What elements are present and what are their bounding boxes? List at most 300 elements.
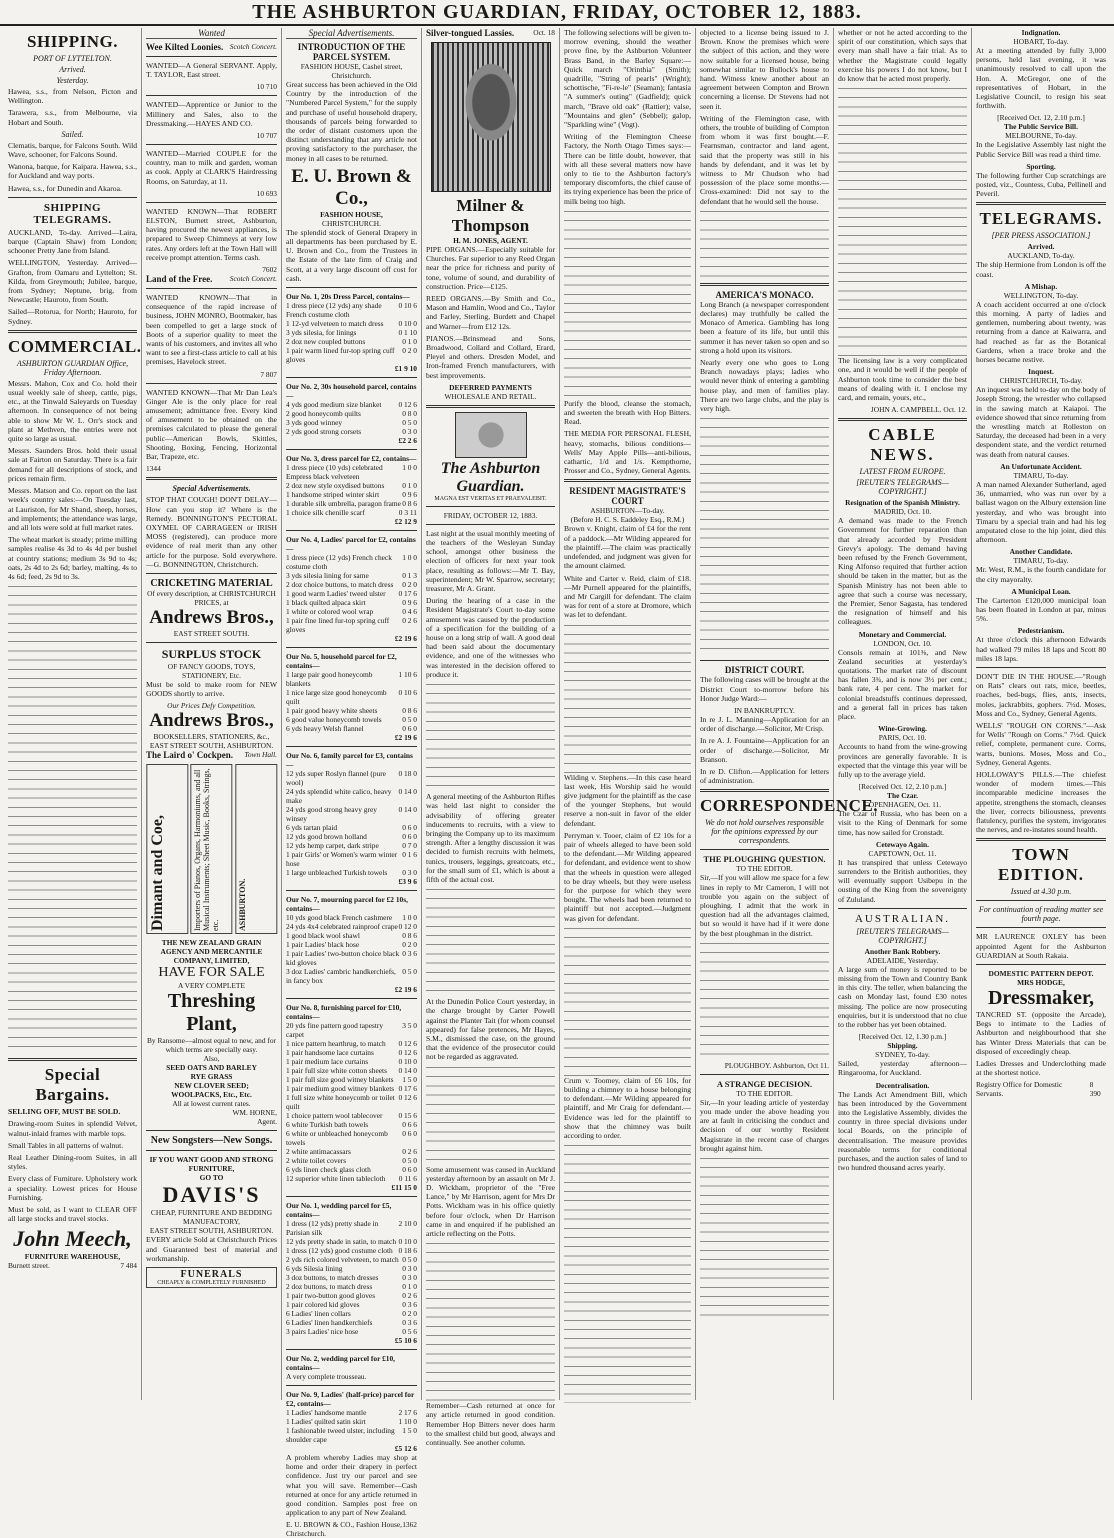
- parcel-item-desc: 1 good warm Ladies' tweed ulster: [286, 589, 386, 599]
- pattern-depot: DOMESTIC PATTERN DEPOT.: [988, 969, 1094, 978]
- received-note: [Received Oct. 12, 1.30 p.m.]: [858, 1032, 947, 1042]
- parcel-item: [286, 571, 417, 580]
- ad-ref: 7 484: [120, 1261, 137, 1271]
- patent-medicine-ad: DON'T DIE IN THE HOUSE.—"Rough on Rats" clears out rats, mice, beetles, roaches, bed-bugs, flies, ants, insects, moles, jackrabbits, gophers. 7½d. Moses, Moss and Co., Sydney, General Agents.: [976, 671, 1106, 718]
- parcel-item-desc: 6 white or unbleached honeycomb towels: [286, 1129, 388, 1148]
- news-text-continued: [700, 209, 829, 279]
- court-case: Perryman v. Tooer, claim of £2 10s for a pair of wheels alleged to have been sold to the defendant.—Mr Wilding appeared for defendant, and evidence went to show that the wheels in question were alleged to be dray wheels, but they were useless for the purpose for which they were bought. The wheels had been returned to plaintiff but not accepted.—Judgment was given for defendant.: [564, 830, 691, 923]
- parcel-item-desc: 2 doz choice buttons, to match dress: [286, 580, 394, 590]
- andrews-sub: BOOKSELLERS, STATIONERS, &c.,: [153, 732, 270, 742]
- meech-sub: FURNITURE WAREHOUSE,: [24, 1252, 121, 1262]
- parcel-item-desc: 20 yds fine pattern good tapestry carpet: [286, 1021, 384, 1040]
- parcel-item-price: 0 5 0: [402, 418, 417, 428]
- parcel-item: [286, 1246, 417, 1255]
- bargain-line: Small Tables in all patterns of walnut.: [8, 1140, 124, 1150]
- parcel-item: [286, 715, 417, 724]
- rm-court-heading: RESIDENT MAGISTRATE'S COURT: [569, 486, 686, 507]
- parcel-item-desc: 1 pair Ladies' black hose: [286, 940, 360, 950]
- correspondence-note: We do not hold ourselves responsible for the opinions expressed by our correspondents.: [705, 818, 824, 846]
- parcel-item: [286, 1120, 417, 1129]
- hodge-name: MRS HODGE,: [1017, 978, 1065, 987]
- parcel-item: [286, 1219, 417, 1237]
- column-news-court: [560, 28, 696, 1400]
- horne-name: WM. HORNE,: [232, 1108, 277, 1118]
- registry-office: Registry Office for Domestic Servants.: [976, 1080, 1063, 1099]
- letter-signature: JOHN A. CAMPBELL. Oct. 12.: [870, 405, 967, 415]
- parcel-item-desc: 1 dress (12 yds) pretty shade in Parisian silk: [286, 1219, 379, 1238]
- parcel-list: [286, 287, 417, 1453]
- dimant-address: ASHBURTON.: [235, 764, 277, 934]
- wanted-ad: WANTED—Apprentice or Junior to the Millinery and Sales, also to the Dressmaking.—HAYES AND CO.: [146, 100, 277, 128]
- parcel-item: [286, 724, 417, 733]
- parcel-item-price: 0 6 6: [402, 1120, 417, 1130]
- telegram-paragraph: A man named Alexander Sutherland, aged 36, unmarried, who was run over by a ballast wagon on the Albury extension line yesterday, and who was brought into Timaru by a special train and had his leg amputated close to the hip joint, died this afternoon.: [976, 479, 1106, 545]
- parcel-item: [286, 868, 417, 877]
- parcel-item-desc: 1 choice pattern wool tablecover: [286, 1111, 383, 1121]
- parcel-item-desc: 12 yds good brown holland: [286, 832, 367, 842]
- editorial-paragraph: At the Dunedin Police Court yesterday, in the charge brought by Carter Powell against the Planter Tait (for whom counsel appeared) for false pretences, Mr Hayes, S.M., dismissed the case, on the ground that the evidence of the prosecutor could not be regarded as aggravated.: [426, 997, 555, 1062]
- parcel-item-price: 0 5 0: [402, 715, 417, 725]
- parcel-item: [286, 1327, 417, 1336]
- parcel-total: £1 9 10: [394, 364, 417, 374]
- parcel-items: [286, 913, 417, 985]
- continuation-note: For continuation of reading matter see fourth page.: [978, 905, 1104, 924]
- parcel-item: [286, 1129, 417, 1147]
- parcel-item-price: 3 5 0: [402, 1021, 417, 1031]
- parcel-title: Our No. 2, wedding parcel for £10, contains—: [286, 1354, 396, 1373]
- parcel-items: [286, 301, 417, 364]
- commercial-text-continued: [8, 584, 137, 1054]
- parcel-item: [286, 337, 417, 346]
- pianos: PIANOS.—Brinsmead and Sons, Broadwood, Collard and Collard, Erard, Pleyel and others. Dresden Model, and Iron-framed French manufacturers, with best improvements.: [426, 333, 555, 380]
- parcel-item-price: 0 3 0: [402, 868, 417, 878]
- concert-title: Silver-tongued Lassies.: [426, 28, 515, 38]
- court-case: Brown v. Knight, claim of £4 for the rent of a paddock.—Mr Wilding appeared for the plaintiff.—The claim was practically undefended, and judgment was given for the amount claimed.: [564, 524, 691, 571]
- parcel-total: £3 9 6: [398, 877, 417, 887]
- motto: MAGNA EST VERITAS ET PRAEVALEBIT.: [434, 495, 547, 502]
- special-ads-heading: Special Advertisements.: [172, 484, 251, 494]
- parcel-item-desc: 1 durable silk umbrella, paragon frame: [286, 499, 401, 509]
- agent-label: Agent.: [257, 1117, 277, 1127]
- eucb-footer: E. U. BROWN & CO., Fashion House, Christchurch.: [286, 1520, 402, 1538]
- parcel-item-desc: 1 dress (12 yds) good costume cloth: [286, 1246, 393, 1256]
- rm-before: (Before H. C. S. Eaddeley Esq., R.M.): [570, 515, 685, 525]
- parcel-item-price: 0 6 0: [402, 724, 417, 734]
- cable-news-heading: CABLE NEWS.: [868, 425, 937, 465]
- oxley-notice: MR LAURENCE OXLEY has been appointed Agent for the Ashburton GUARDIAN at South Rakaia.: [976, 932, 1106, 960]
- parcel-item: [286, 463, 417, 481]
- parcel-item-desc: 3 doz buttons, to match dresses: [286, 1273, 379, 1283]
- parcel-items: [286, 670, 417, 733]
- parcel-item-desc: 1 pair medium good witney blankets: [286, 1084, 395, 1094]
- parcel-items: [286, 463, 417, 517]
- songsters-heading: New Songsters—New Songs.: [150, 1135, 273, 1147]
- parcel-item: [286, 1282, 417, 1291]
- parcel-item-price: 0 17 6: [398, 1084, 417, 1094]
- bargain-line: Must be sold, as I want to CLEAR OFF all large stocks and travel stocks.: [8, 1204, 137, 1224]
- news-paragraph: The following selections will be given to-morrow evening, should the weather prove fine, by the Ashburton Volunteer Brass Band, in the Barley Square:—Quick march "Orinthia" (Smith); quadrille, "String of pearls" (Wright); schottische, "Fi-re-le" (Seaman); fantasia "A summer's outing" (Gadfield); quick march, "Brave old oak" (Rattier); valse, "Mountains and glen" (Sebbel); galop, "Sparkling wine" (Vogt).: [564, 28, 691, 130]
- parcel-item-desc: 2 white toilet covers: [286, 1156, 347, 1166]
- parcel-item-price: 0 1 10: [398, 328, 417, 338]
- commercial-paragraph: Messrs. Mahon, Cox and Co. hold their usual weekly sale of sheep, cattle, pigs, etc., at the Tinwald Saleyards on Tuesday afternoon. In consequence of not being able to show Mr W. L. Orr's stock and plant at Methven, the entries were not quite so large as usual.: [8, 378, 137, 444]
- news-subheading: Decentralisation.: [875, 1080, 930, 1090]
- ad-ref: 10 707: [256, 131, 277, 141]
- wanted-ad: WANTED—Married COUPLE for the country, man to milk and garden, woman as cook. Apply at CLARK'S Hairdressing Rooms, on Saturday, at 11.: [146, 149, 277, 186]
- parcel-item: [286, 823, 417, 832]
- parcel-item-desc: 1 handsome striped winter skirt: [286, 490, 380, 500]
- parcel-item: [286, 607, 417, 616]
- concert-sub: Town Hall.: [244, 750, 277, 760]
- parcel-item-price: 0 2 6: [402, 1147, 417, 1157]
- dateline: CHRISTCHURCH, To-day.: [999, 376, 1083, 386]
- parcel-item-desc: 1 pair two-button good gloves: [286, 1291, 376, 1301]
- parcel-item-price: 0 8 0: [402, 409, 417, 419]
- parcel-item-price: 0 10 0: [398, 1237, 417, 1247]
- editorial-text-continued: [426, 1241, 555, 1401]
- threshing-by: By Ransome—almost equal to new, and for which terms are specially easy.: [146, 1036, 277, 1055]
- sailing-entry: Wanona, barque, for Kaipara. Hawea, s.s., for Auckland and way ports.: [8, 162, 137, 181]
- news-subheading: Another Bank Robbery.: [864, 946, 941, 956]
- bankruptcy-case: In re D. Clifton.—Application for letters of administration.: [700, 766, 829, 786]
- milner-agent: H. M. JONES, AGENT.: [453, 236, 528, 245]
- go-to-line: GO TO: [199, 1173, 224, 1183]
- parcel-item-desc: 1 pair full size good witney blankets: [286, 1075, 394, 1085]
- parcel-item: [286, 301, 417, 310]
- parcel-item-desc: 2 yds rich colored velveteen, to match: [286, 1255, 399, 1265]
- cable-paragraph: It has transpired that unless Cetewayo surrenders to the British authorities, they will eventually support Usibepu in the ousting of the King from the sovereignty of Zululand.: [838, 857, 967, 904]
- parcel-item-price: 0 14 0: [398, 1066, 417, 1076]
- parcel-item-price: 0 10 6: [398, 301, 417, 311]
- sailing-entry: Hawea, s.s., for Dunedin and Akaroa.: [8, 183, 122, 193]
- parcel-item-desc: 2 doz new coupled buttons: [286, 337, 366, 347]
- parcel-item-desc: 6 white Turkish bath towels: [286, 1120, 369, 1130]
- parcel-title: Our No. 7, mourning parcel for £2 10s, contains—: [286, 895, 408, 914]
- parcel-item-price: 1 5 0: [402, 1426, 417, 1436]
- bargain-line: Real Leather Dining-room Suites, in all styles.: [8, 1152, 137, 1172]
- telegram-entry: Sailed—Rotorua, for North; Hauroto, for Sydney.: [8, 307, 137, 326]
- wanted-ad: WANTED KNOWN—That Mr Dan Lea's Ginger Ale is the only place for real amusement; admittance free. Every kind of amusement to be obtained on the premises calculated to please the general public—American Bowls, Skittles, Shooting, Boxing, Fencing, Horizontal Bar, Trapeze, etc.: [146, 387, 277, 462]
- received-note: [Received Oct. 12, 2.10 p.m.]: [997, 113, 1085, 123]
- dimant-coe-ad: [146, 764, 277, 934]
- organ-engraving: [431, 42, 551, 192]
- parcel-item-desc: 1 pair medium lace curtains: [286, 1057, 369, 1067]
- parcel-item: [286, 967, 417, 985]
- news-paragraph: objected to a license being issued to J. Brown. Know the premises which were the subject of this action, and they were now suitable for a licensed house, being somewhat similar to Bullock's house to hand. Witness knew another about an agreement between Compton and Brown concerning a license. Dr Stevens had not seen it.: [700, 28, 829, 111]
- news-subheading: The Public Service Bill.: [1004, 122, 1078, 132]
- parcel-item: [286, 580, 417, 589]
- parcel-total: £5 10 6: [394, 1336, 417, 1346]
- sailed-label: Sailed.: [61, 129, 84, 139]
- eucb-body: The splendid stock of General Drapery in all departments has been purchased by E. U. Brown and Co., from the Trustees in the Estate of the late firm of Craig and Scott, at a very large discount off cost for cash.: [286, 227, 417, 283]
- parcel-item: [286, 1408, 417, 1417]
- telegram-paragraph: In the Legislative Assembly last night the Public Service Bill was read a third time.: [976, 140, 1106, 159]
- parcel-item-desc: 1 good black wool shawl: [286, 931, 360, 941]
- parcel-item-price: 0 3 11: [398, 508, 417, 518]
- parcel-item-price: 0 6 0: [402, 1165, 417, 1175]
- parcel-item-price: 0 8 6: [402, 931, 417, 941]
- parcel-item-desc: 4 yds good medium size blanket: [286, 400, 382, 410]
- parcel-item-price: 1 10 0: [398, 1417, 417, 1427]
- parcel-item-desc: 3 pairs Ladies' nice hose: [286, 1327, 359, 1337]
- dimant-name: Dimant and Coe,: [146, 764, 188, 934]
- parcel-item-desc: 1 pair warm lined fur-top spring cuff gloves: [286, 346, 395, 365]
- news-subheading: Shipping.: [887, 1041, 918, 1051]
- parcel-item: [286, 1318, 417, 1327]
- commercial-paragraph: Messrs. Saunders Bros. hold their usual sale at Fairton on Saturday. There is a fair demand for all descriptions of stock, and prices remain firm.: [8, 446, 137, 483]
- pipe-organs: PIPE ORGANS.—Especially suitable for Churches. Far superior to any Reed Organ near the price for richness and purity of tone, volume of sound, and durability of construction. Price—£125.: [426, 245, 555, 291]
- cable-paragraph: A demand was made to the French Government for further reparation than that already accorded by President Grevy's apology. The demand having been refused by the French Government, King Alfonso required that further action should be taken in the matter, but as the Spanish Ministry has not been able to agree that such a course was necessary, the Premier, Senor Sagasta, has tendered the resignation of himself and his colleagues.: [838, 516, 967, 627]
- parcel-item-desc: 12 yds hemp carpet, dark stripe: [286, 841, 379, 851]
- parcel-item-desc: 1 pair Girls' or Women's warm winter hose: [286, 850, 398, 869]
- news-subheading: Another Candidate.: [1009, 547, 1073, 557]
- parcel-item: [286, 400, 417, 409]
- ad-ref: 10 693: [256, 188, 277, 198]
- parcel-item: [286, 913, 417, 922]
- parcel-item: [286, 1291, 417, 1300]
- parcel-sub: A very complete trousseau.: [286, 1372, 367, 1382]
- parcel-item: [286, 1066, 417, 1075]
- parcel-item-price: 2 17 6: [398, 1408, 417, 1418]
- dressmaker-note: Ladies Dresses and Underclothing made at the shortest notice.: [976, 1059, 1106, 1078]
- shipping-telegrams-heading: SHIPPING TELEGRAMS.: [33, 201, 112, 226]
- news-paragraph: Writing of the Flemington Cheese Factory, the North Otago Times says:—There can be little doubt, however, that with all these several matters now have only to tie to the Ashburton factory's temporary discomforts, the chief cause of its trying experience has been the price of milk being too high.: [564, 132, 691, 206]
- wanted-ad: WANTED—A General SERVANT. Apply, T. TAYLOR, East street.: [146, 61, 277, 80]
- dateline: PARIS, Oct. 10.: [878, 733, 927, 743]
- column-header: Special Advertisements.: [286, 28, 417, 39]
- ad-ref: 7 807: [260, 369, 277, 379]
- parcel-item: [286, 787, 417, 805]
- editorial-date: FRIDAY, OCTOBER 12, 1883.: [443, 510, 538, 520]
- parcel-item-price: 0 18 0: [398, 769, 417, 779]
- parcel-item-price: 0 6 0: [402, 823, 417, 833]
- parcel-item-price: 0 12 6: [398, 1048, 417, 1058]
- parcel-item-desc: 3 doz Ladies' cambric handkerchiefs, in fancy box: [286, 967, 396, 986]
- editorial-paragraph: During the hearing of a case in the Resident Magistrate's Court to-day some amusement was caused by the production of a specification for the building of a house on a long strip of wall. A good deal had been said about the documentary evidence, and one of the witnesses who was interested in the decision offered to produce it.: [426, 596, 555, 679]
- bankruptcy-label: IN BANKRUPTCY.: [734, 705, 795, 715]
- grain-agency: THE NEW ZEALAND GRAIN AGENCY AND MERCANTILE COMPANY, LIMITED,: [160, 938, 263, 966]
- dateline: CAPETOWN, Oct. 11.: [868, 848, 937, 858]
- town-edition-heading: TOWN EDITION.: [998, 845, 1084, 885]
- letter-text-continued: [838, 86, 967, 356]
- newspaper-crest: [455, 412, 527, 458]
- news-subheading: Arrived.: [1027, 242, 1055, 252]
- parcel-item-desc: 3 yds silesia lining for same: [286, 571, 369, 581]
- parcel-item-desc: 1 dress piece (12 yds) French check costume cloth: [286, 553, 392, 572]
- parcel-item-price: 0 5 0: [402, 1156, 417, 1166]
- andrews-address: EAST STREET SOUTH, ASHBURTON.: [149, 741, 274, 751]
- parcel-title: Our No. 6, family parcel for £3, contains—: [286, 751, 413, 770]
- parcel-item-desc: 1 pair full size white cotton sheets: [286, 1066, 387, 1076]
- parcel-total: £2 2 6: [398, 436, 417, 446]
- strange-decision-heading: A STRANGE DECISION.: [716, 1078, 813, 1089]
- dressmaker-title: Dressmaker,: [987, 987, 1095, 1009]
- sailing-entry: Clematis, barque, for Falcons South. Wild Wave, schooner, for Falcons Sound.: [8, 140, 137, 160]
- telegram-entry: WELLINGTON, Yesterday. Arrived—Grafton, from Oamaru and Lyttelton; St. Kilda, from Greymouth; Jubilee, barque, from Sydney; Neptune, brig, from Newcastle; Hauroto, from South.: [8, 258, 137, 305]
- parcel-item-desc: 10 yds good black French cashmere: [286, 913, 393, 923]
- parcel-item-price: 0 2 0: [402, 1309, 417, 1319]
- district-court-intro: The following cases will be brought at the District Court to-morrow before his Honor Judge Ward:—: [700, 675, 829, 703]
- dressmaker-body: TANCRED ST. (opposite the Arcade), Begs to intimate to the Ladies of Ashburton and neighbourhood that she has Winter Dress Materials that can be disposed of exceedingly cheap.: [976, 1010, 1106, 1056]
- parcel-item-price: 0 10 6: [398, 688, 417, 698]
- wanted-ad: WANTED KNOWN—That ROBERT ELSTON, Burnett street, Ashburton, having procured the newest appliances, is prepared to Sweep Chimneys at very low rates. Any orders left at the Town Hall will receive prompt attention. Terms cash.: [146, 206, 277, 262]
- commercial-paragraph: Messrs. Matson and Co. report on the last week's country sales:—On Tuesday last, at Lauriston, for Mr Shand, sheep, horses, and implements; the attendance was large, and all lots were sold at full market rates.: [8, 486, 137, 532]
- news-subheading: Resignation of the Spanish Ministry.: [845, 498, 960, 508]
- parcel-item: [286, 1165, 417, 1174]
- parcel-item: [286, 1237, 417, 1246]
- parcel-item: [286, 1264, 417, 1273]
- editorial-masthead: The Ashburton Guardian.: [440, 459, 541, 495]
- parcel-item: [286, 1075, 417, 1084]
- ad-ref: 7602: [262, 265, 277, 275]
- parcel-item-desc: 6 good value honeycomb towels: [286, 715, 382, 725]
- newspaper-title: THE ASHBURTON GUARDIAN, FRIDAY, OCTOBER 12, 1883.: [252, 0, 862, 23]
- monaco-paragraph: Nearly every one who goes to Long Branch nowadays plays; ladies who would never think of entering a gambling house play, and men of families play. There are two large clubs, and the play is very high.: [700, 358, 829, 414]
- concert-sub: Scotch Concert.: [229, 42, 277, 51]
- parcel-item-price: 0 12 6: [398, 400, 417, 410]
- also-line: Also,: [203, 1054, 220, 1064]
- news-subheading: Pedestrianism.: [1017, 626, 1065, 636]
- parcel-item: [286, 481, 417, 490]
- cable-sub: LATEST FROM EUROPE.: [859, 467, 946, 477]
- telegram-entry: AUCKLAND, To-day. Arrived—Laira, barque (Captain Shaw) from London; schooner Pretty Jane from Island.: [8, 227, 137, 256]
- editorial-text-continued: [426, 682, 555, 792]
- column-telegrams: [972, 28, 1110, 1400]
- parcel-item-price: 0 12 0: [398, 922, 417, 932]
- parcel-item-desc: 1 black quilted alpaca skirt: [286, 598, 366, 608]
- office-line: ASHBURTON GUARDIAN Office, Friday Afternoon.: [16, 358, 129, 377]
- parcel-item-price: 0 10 0: [398, 1057, 417, 1067]
- parcel-title: Our No. 4, Ladies' parcel for £2, contains—: [286, 535, 416, 554]
- parcel-item: [286, 409, 417, 418]
- parcel-item-price: 1 0 0: [402, 463, 417, 473]
- eucb-name: E. U. Brown & Co.,: [291, 165, 412, 209]
- news-text-continued: [564, 209, 691, 399]
- have-for-sale: HAVE FOR SALE: [158, 965, 265, 981]
- news-subheading: A Municipal Loan.: [1011, 586, 1071, 596]
- parcel-item: [286, 1147, 417, 1156]
- ploughing-letter: Sir,—If you will allow me space for a few lines in reply to Mr Cameron, I will not trouble you again on the subject of ploughing. I admit that the work in question had all the advantages claimed, but so would it have had if it were done by the best ploughman in the district.: [700, 873, 829, 938]
- column-brown-parcels: [282, 28, 422, 1538]
- parcel-title: Our No. 2, 30s household parcel, contains—: [286, 382, 417, 401]
- masthead: [0, 0, 1114, 26]
- surplus-sub: OF FANCY GOODS, TOYS, STATIONERY, Etc.: [167, 661, 256, 680]
- parcel-item-price: 1 0 0: [402, 553, 417, 563]
- parcel-item: [286, 922, 417, 931]
- parcel-item: [286, 1300, 417, 1309]
- lowest-rates: All at lowest current rates.: [172, 1099, 251, 1109]
- parcel-item-price: 0 11 6: [398, 1174, 417, 1184]
- parcel-item-price: 0 3 0: [402, 1273, 417, 1283]
- letter-paragraph: The licensing law is a very complicated one, and it would be well if the people of Ashburton took time to consider the best means of dealing with it. I enclose my card, and remain, yours, etc.,: [838, 356, 967, 403]
- news-paragraph: Purify the blood, cleanse the stomach, and sweeten the breath with Hop Bitters. Read.: [564, 398, 691, 427]
- reed-organs: REED ORGANS.—By Smith and Co., Mason and Hamlin, Wood and Co., Taylor and Farley, Sterling, Burdett and Chapel and Warner—from £12 12s.: [426, 294, 555, 331]
- court-text-continued: [564, 1143, 691, 1403]
- parcel-item-desc: French costume cloth: [286, 310, 350, 320]
- dateline: LONDON, Oct. 10.: [873, 638, 932, 648]
- cricket-heading: CRICKETING MATERIAL: [150, 577, 273, 589]
- parcel-item-price: 0 17 6: [398, 589, 417, 599]
- parcel-item-desc: 6 yds Silesia lining: [286, 1264, 343, 1274]
- editorial-text-continued: [426, 887, 555, 997]
- news-subheading: Indignation.: [1021, 28, 1061, 37]
- parcel-item-price: 0 9 6: [402, 598, 417, 608]
- bargain-line: Drawing-room Suites in splendid Velvet, walnut-inlaid frames with marble tops.: [8, 1119, 137, 1138]
- arrived-label: Arrived.: [59, 65, 86, 74]
- parcel-items: [286, 553, 417, 634]
- parcel-item-price: 0 15 6: [398, 1111, 417, 1121]
- news-subheading: Wine-Growing.: [878, 724, 927, 734]
- parcel-item-desc: 24 yds good strong heavy grey winsey: [286, 805, 377, 824]
- deferred-payments: DEFERRED PAYMENTS: [449, 382, 532, 392]
- parcel-item: [286, 1057, 417, 1066]
- parcel-item: [286, 670, 417, 688]
- editorial-text-continued: [426, 1065, 555, 1165]
- bargain-line: SELLING OFF, MUST BE SOLD.: [8, 1107, 121, 1117]
- parcel-item: [286, 1021, 417, 1039]
- andrews-bros-name: Andrews Bros.,: [149, 606, 274, 628]
- ploughing-heading: THE PLOUGHING QUESTION.: [703, 854, 826, 865]
- press-association: [PER PRESS ASSOCIATION.]: [991, 231, 1091, 241]
- concert-date: Oct. 18: [533, 28, 555, 37]
- eucb-closing: A problem whereby Ladies may shop at home and order their drapery in perfect confidence. Just try our parcel and see what you will save. Remember—Cash returned at once for any article returned in good condition. Samples post free on application to any part of New Zealand.: [286, 1453, 417, 1518]
- parcel-item-price: 0 3 6: [402, 949, 417, 959]
- parcel-item: [286, 598, 417, 607]
- parcel-item-price: 0 2 0: [402, 346, 417, 356]
- parcel-item-desc: 2 doz buttons, to match dress: [286, 1282, 373, 1292]
- ploughing-to: TO THE EDITOR.: [736, 864, 793, 874]
- news-subheading: An Unfortunate Accident.: [1000, 461, 1082, 471]
- district-court-heading: DISTRICT COURT.: [724, 665, 805, 676]
- eucb-city: CHRISTCHURCH.: [322, 218, 381, 228]
- column-wanted: [142, 28, 282, 1400]
- ploughing-signature: PLOUGHBOY. Ashburton, Oct 11.: [724, 1060, 829, 1070]
- parcel-item-price: 0 8 6: [402, 706, 417, 716]
- columns: [4, 28, 1110, 1538]
- parcel-item-desc: 1 dress piece (12 yds) any shade: [286, 301, 382, 311]
- parcel-item-desc: 12 yds pretty shade in satin, to match: [286, 1237, 397, 1247]
- cable-paragraph: Consols remain at 101⅜, and New Zealand securities at yesterday's quotations. The market rate of discount has fallen 3¾, and is now 3½ per cent.; bank rate, 4 per cent. The market for colonial breadstuffs continues depressed, and a general fall in prices has taken place.: [838, 647, 967, 722]
- parcel-item-desc: 6 yds linen check glass cloth: [286, 1165, 371, 1175]
- monaco-text-continued: [700, 416, 829, 656]
- parcel-item: [286, 931, 417, 940]
- parcel-item-price: 0 3 0: [402, 1264, 417, 1274]
- ad-ref: 8 390: [1089, 1080, 1101, 1099]
- parcel-item: [286, 1174, 417, 1183]
- parcel-item: [286, 310, 417, 319]
- parcel-items: [286, 1408, 417, 1444]
- telegram-paragraph: The Carterton £120,000 municipal loan has been floated in London at par, minus 5%.: [976, 595, 1106, 624]
- parcel-total: £5 12 6: [394, 1444, 417, 1454]
- parcel-item-desc: 1 Ladies' quilted satin skirt: [286, 1417, 366, 1427]
- cable-paragraph: The Czar of Russia, who has been on a visit to the King of Denmark for some time, has now sailed for Cronstadt.: [838, 809, 967, 837]
- news-paragraph: Writing of the Flemington case, with others, the trouble of building of Compton from whom it was first bought.—F. Fearnsman, contractor and land agent, said that the property was still in his hands by defendant, and it was let by witness to Mr Chudson who had possession of the place some months.—Cross-examined: Did not say to the defendant that he would sell the house.: [700, 113, 829, 206]
- parcel-item: [286, 841, 417, 850]
- parcel-item-price: 0 12 6: [398, 1093, 417, 1103]
- concert-title: Land of the Free.: [146, 274, 213, 285]
- column-monaco-correspondence: [696, 28, 878, 1400]
- furniture-line: IF YOU WANT GOOD AND STRONG FURNITURE,: [149, 1155, 274, 1174]
- column-shipping-commercial: [4, 28, 142, 1400]
- parcel-item: [286, 1039, 417, 1048]
- parcel-total: £2 19 6: [394, 733, 417, 743]
- clover-seed: NEW CLOVER SEED;: [174, 1081, 249, 1091]
- column-cable-news: [834, 28, 972, 1400]
- milner-name: Milner & Thompson: [451, 196, 530, 235]
- received-note: [Received Oct. 12, 2.10 p.m.]: [858, 782, 947, 792]
- telegram-paragraph: The following further Cup scratchings are posted, viz., Countess, Cuba, Pellinell and Peveril.: [976, 170, 1106, 199]
- court-text-continued: [564, 926, 691, 1076]
- parcel-item: [286, 499, 417, 508]
